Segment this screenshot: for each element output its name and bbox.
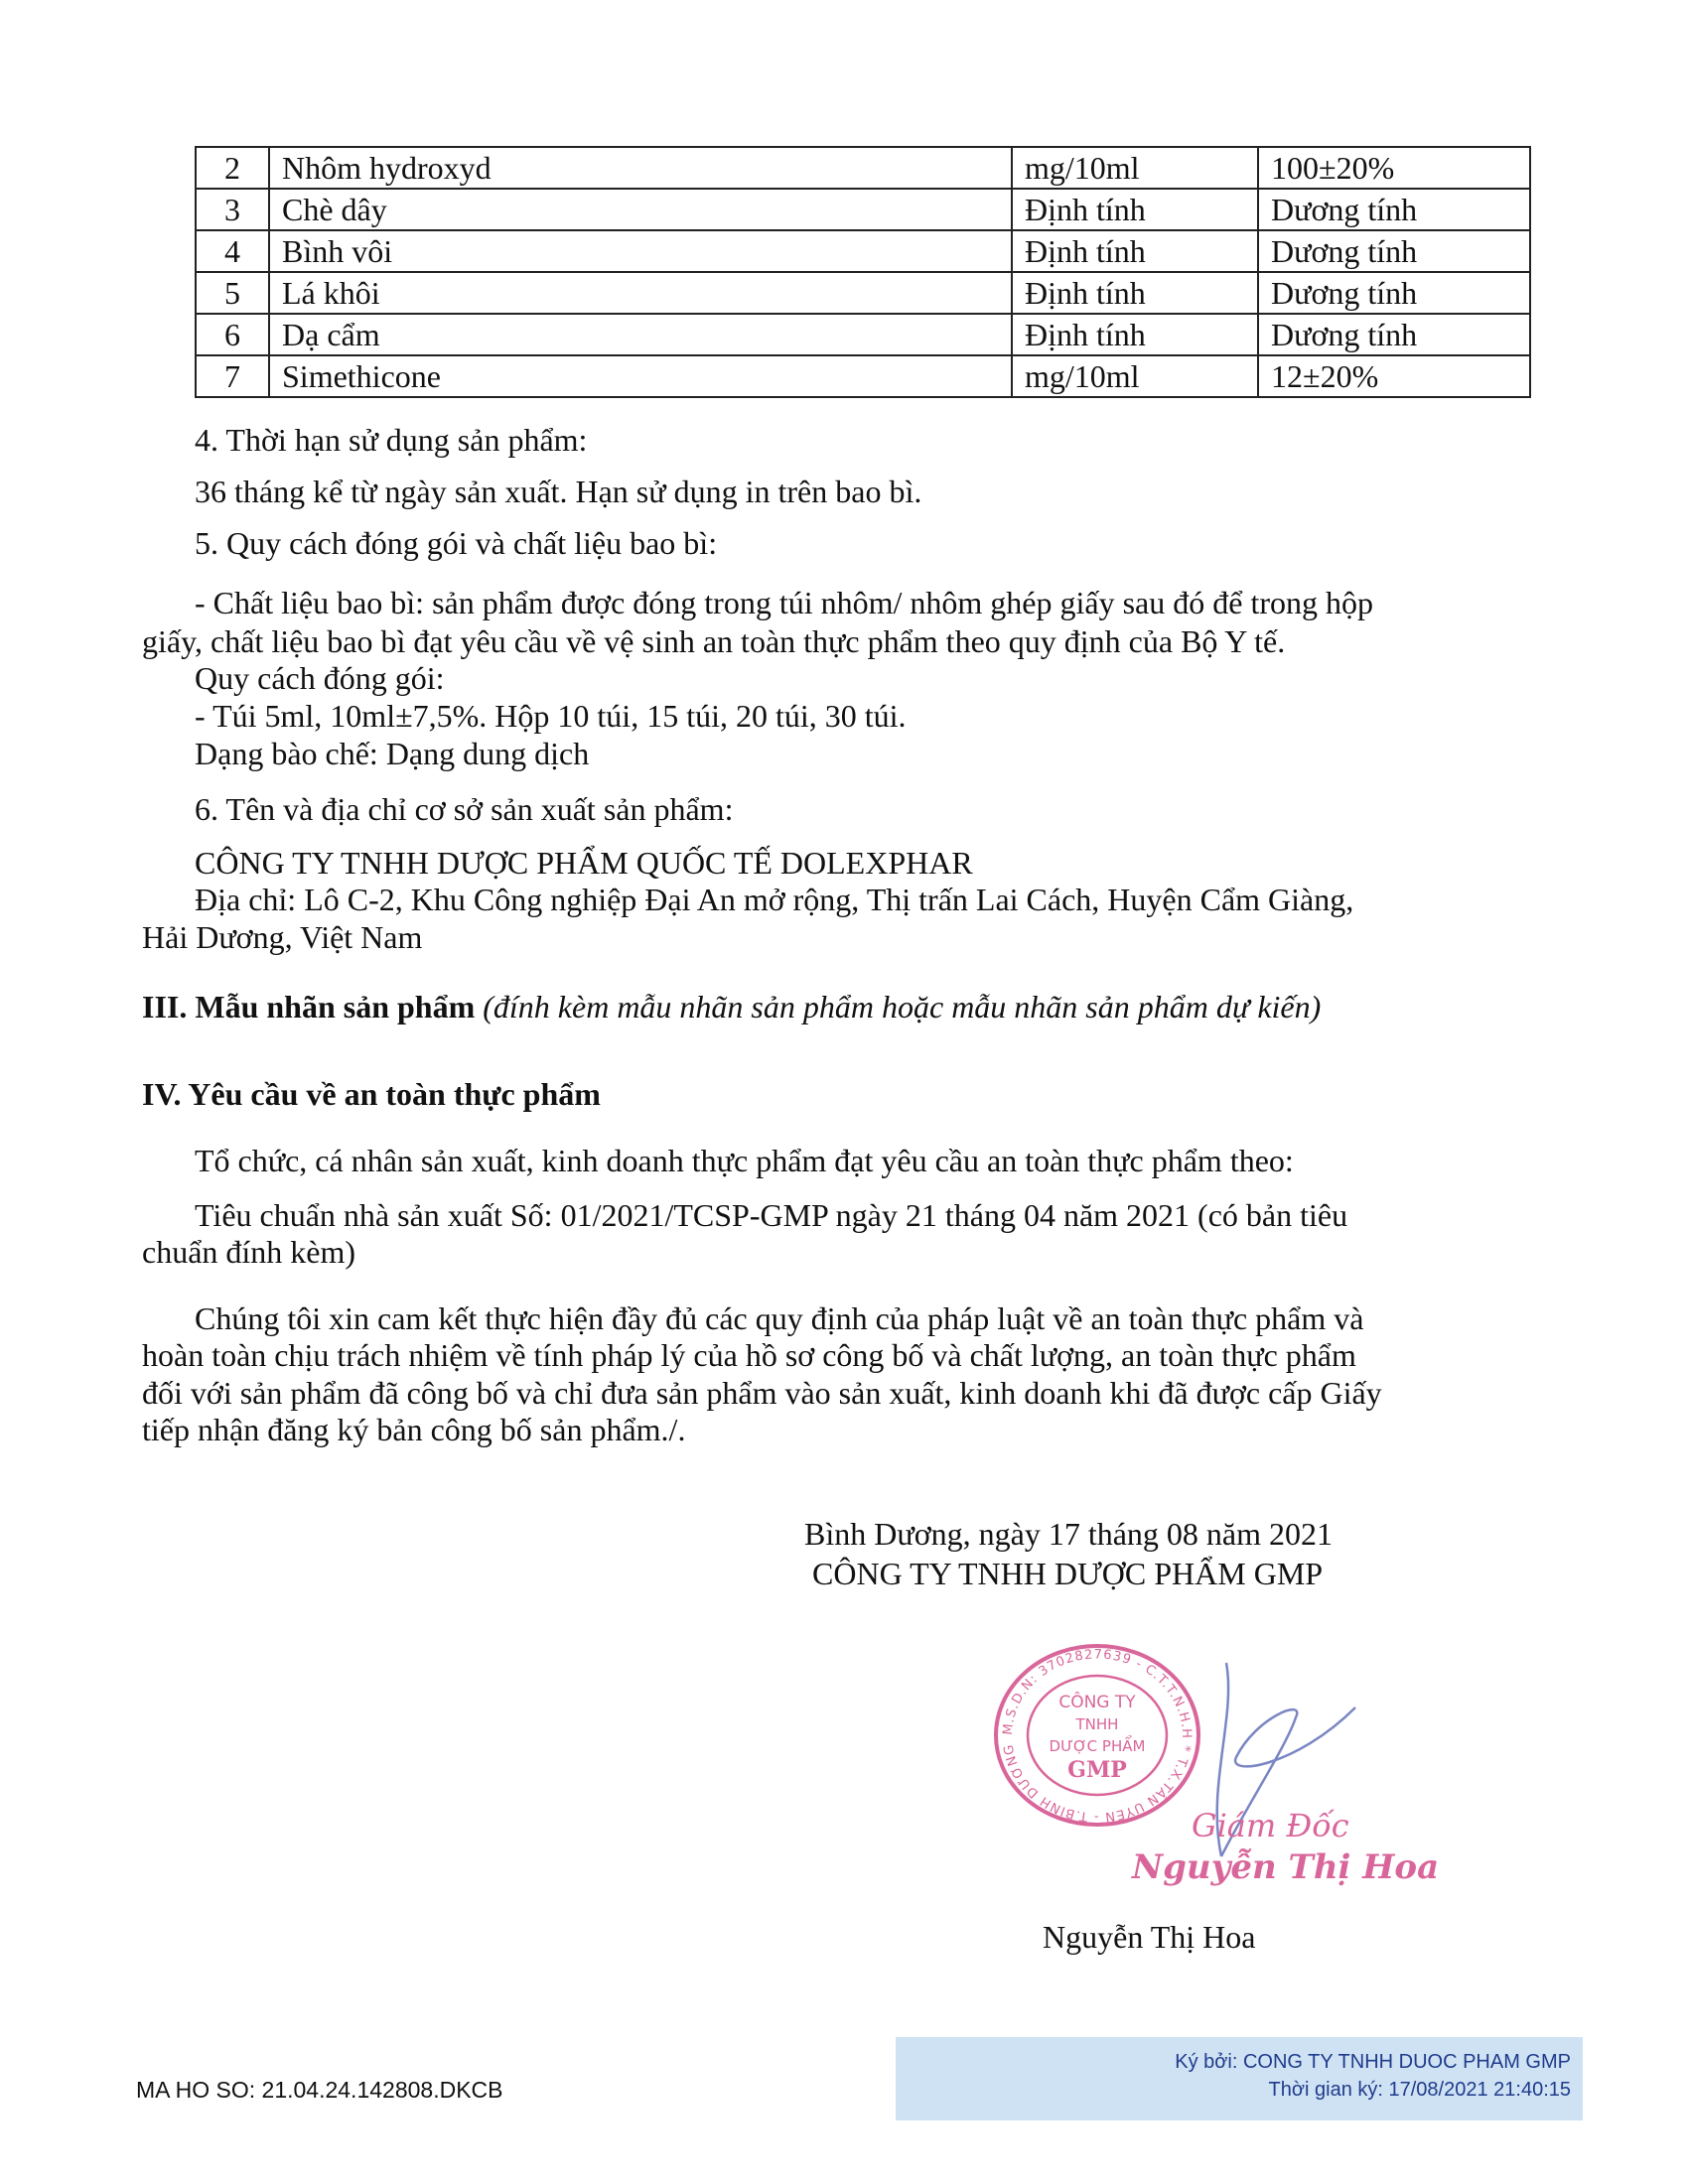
cell-unit: Định tính (1012, 314, 1258, 355)
signing-company: CÔNG TY TNHH DƯỢC PHẨM GMP (812, 1556, 1324, 1591)
stamp-center-line4: GMP (1067, 1757, 1127, 1783)
stamp-signer-name: Nguyễn Thị Hoa (1132, 1847, 1440, 1887)
cell-value: Dương tính (1258, 230, 1530, 272)
section5-material-line1: - Chất liệu bao bì: sản phẩm được đóng trong túi nhôm/ nhôm ghép giấy sau đó để trong hộp (195, 585, 1373, 620)
table-row (196, 189, 1530, 230)
cell-unit: Định tính (1012, 189, 1258, 230)
cell-unit: Định tính (1012, 230, 1258, 272)
table-row (196, 355, 1530, 397)
section-iv-p2-line1: Tiêu chuẩn nhà sản xuất Số: 01/2021/TCSP-GMP ngày 21 tháng 04 năm 2021 (có bản tiêu (195, 1197, 1348, 1233)
manufacturer-address-line1: Địa chỉ: Lô C-2, Khu Công nghiệp Đại An mở rộng, Thị trấn Lai Cách, Huyện Cẩm Giàng, (195, 882, 1354, 917)
cell-name: Chè dây (269, 189, 1012, 230)
cell-no: 5 (196, 272, 269, 314)
section5-packing-text: - Túi 5ml, 10ml±7,5%. Hộp 10 túi, 15 túi, 20 túi, 30 túi. (195, 698, 907, 734)
cell-name: Simethicone (269, 355, 1012, 397)
section-iv-title: IV. Yêu cầu về an toàn thực phẩm (142, 1076, 601, 1112)
section5-packing-label: Quy cách đóng gói: (195, 660, 445, 696)
stamp-ring-text: M.S.D.N: 3702827639 - C.T.T.N.H.H * T.X.TÂN UYÊN - T.BÌNH DƯƠNG (1000, 1647, 1195, 1825)
cell-no: 6 (196, 314, 269, 355)
digital-signature-signer: Ký bởi: CONG TY TNHH DUOC PHAM GMP (1175, 2051, 1571, 2073)
spec-table (195, 146, 1531, 398)
table-row (196, 272, 1530, 314)
digital-signature-box (896, 2037, 1583, 2120)
section-iii (142, 988, 1321, 1025)
dossier-code: MA HO SO: 21.04.24.142808.DKCB (136, 2077, 503, 2103)
cell-value: Dương tính (1258, 314, 1530, 355)
section5-material-line2: giấy, chất liệu bao bì đạt yêu cầu về vệ sinh an toàn thực phẩm theo quy định của Bộ Y tế. (142, 623, 1286, 659)
cell-name: Nhôm hydroxyd (269, 147, 1012, 189)
section-iv-p2-line2: chuẩn đính kèm) (142, 1234, 356, 1270)
manufacturer-address-line2: Hải Dương, Việt Nam (142, 919, 423, 955)
cell-no: 7 (196, 355, 269, 397)
section-iv-p3-line3: đối với sản phẩm đã công bố và chỉ đưa sản phẩm vào sản xuất, kinh doanh khi đã được cấp Giấy (142, 1375, 1382, 1411)
cell-unit: Định tính (1012, 272, 1258, 314)
section-iv-p3-line2: hoàn toàn chịu trách nhiệm về tính pháp lý của hồ sơ công bố và chất lượng, an toàn thực phẩm (142, 1337, 1356, 1373)
cell-no: 2 (196, 147, 269, 189)
section-iii-note: (đính kèm mẫu nhãn sản phẩm hoặc mẫu nhãn sản phẩm dự kiến) (483, 989, 1322, 1024)
table-row (196, 230, 1530, 272)
table-row (196, 314, 1530, 355)
section5-heading: 5. Quy cách đóng gói và chất liệu bao bì: (195, 525, 718, 561)
cell-name: Bình vôi (269, 230, 1012, 272)
section4-text: 36 tháng kể từ ngày sản xuất. Hạn sử dụng in trên bao bì. (195, 474, 922, 509)
manufacturer-name: CÔNG TY TNHH DƯỢC PHẨM QUỐC TẾ DOLEXPHAR (195, 845, 973, 881)
cell-value: Dương tính (1258, 272, 1530, 314)
cell-value: Dương tính (1258, 189, 1530, 230)
cell-name: Dạ cẩm (269, 314, 1012, 355)
svg-text:M.S.D.N: 3702827639 - C.T.T.N. (1001, 1647, 1194, 1824)
cell-no: 4 (196, 230, 269, 272)
cell-unit: mg/10ml (1012, 355, 1258, 397)
section-iv-p3-line1: Chúng tôi xin cam kết thực hiện đầy đủ các quy định của pháp luật về an toàn thực phẩm và (195, 1300, 1364, 1336)
digital-signature-time: Thời gian ký: 17/08/2021 21:40:15 (1268, 2079, 1571, 2101)
section-iii-title: III. Mẫu nhãn sản phẩm (142, 989, 476, 1024)
cell-value: 12±20% (1258, 355, 1530, 397)
cell-name: Lá khôi (269, 272, 1012, 314)
stamp-center-line3: DƯỢC PHẨM (1049, 1737, 1146, 1755)
section6-heading: 6. Tên và địa chỉ cơ sở sản xuất sản phẩm: (195, 791, 734, 827)
table-row (196, 147, 1530, 189)
signer-name: Nguyễn Thị Hoa (1043, 1919, 1256, 1955)
section-iv-p3-line4: tiếp nhận đăng ký bản công bố sản phẩm./. (142, 1412, 686, 1447)
place-date: Bình Dương, ngày 17 tháng 08 năm 2021 (804, 1516, 1333, 1552)
section5-dosage-form: Dạng bào chế: Dạng dung dịch (195, 736, 590, 771)
cell-no: 3 (196, 189, 269, 230)
section-iv-p1: Tổ chức, cá nhân sản xuất, kinh doanh thực phẩm đạt yêu cầu an toàn thực phẩm theo: (195, 1143, 1294, 1178)
stamp-center-line1: CÔNG TY (1058, 1693, 1136, 1712)
cell-value: 100±20% (1258, 147, 1530, 189)
cell-unit: mg/10ml (1012, 147, 1258, 189)
stamp-title: Giám Đốc (1192, 1807, 1349, 1844)
section4-heading: 4. Thời hạn sử dụng sản phẩm: (195, 422, 588, 458)
stamp-center-line2: TNHH (1075, 1715, 1119, 1733)
